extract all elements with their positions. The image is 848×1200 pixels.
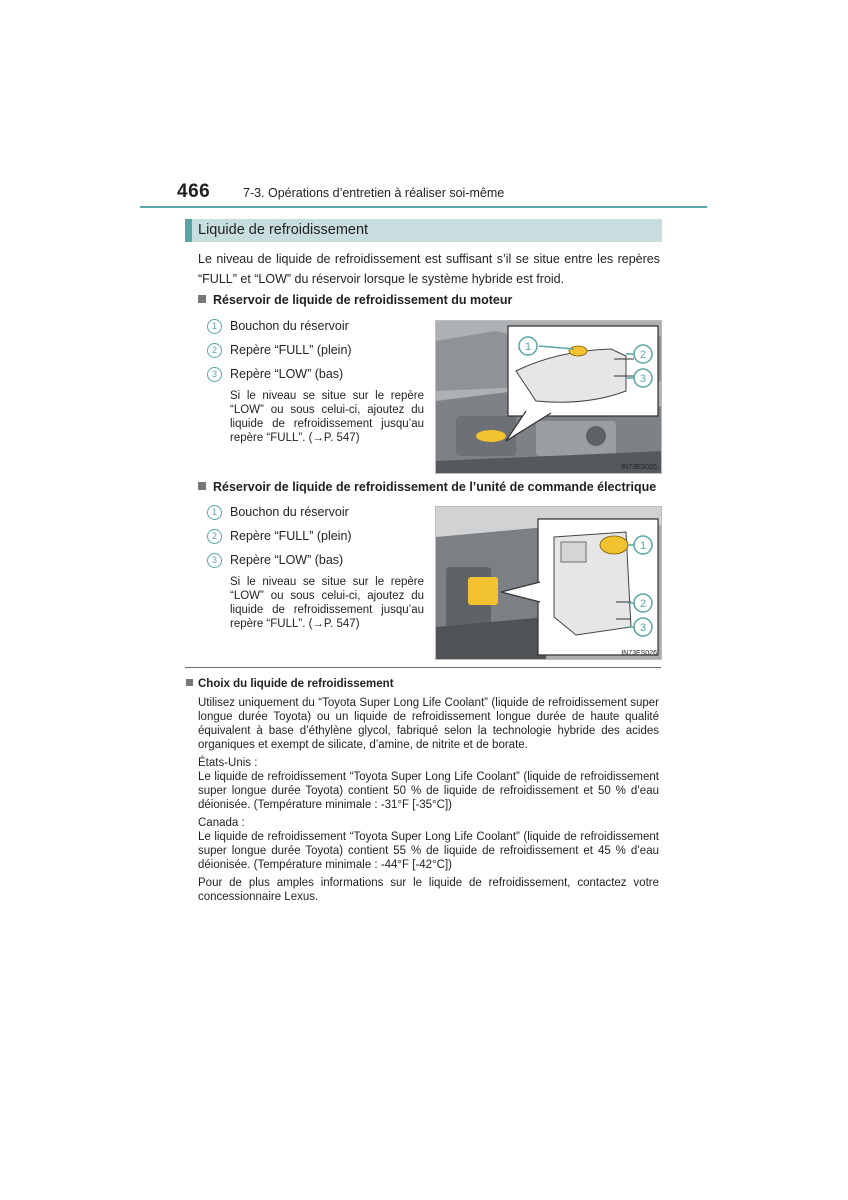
pcu-reservoir-items: [207, 504, 427, 576]
pcu-reservoir-heading: Réservoir de liquide de refroidissement de l’unité de commande électrique: [198, 480, 656, 494]
number-circle-icon: 1: [207, 505, 222, 520]
figure-code: IN73ES025: [621, 464, 657, 471]
list-item: 2 Repère “FULL” (plein): [207, 342, 427, 366]
callout-1: 1: [524, 341, 532, 353]
paragraph: Le liquide de refroidissement “Toyota Super Long Life Coolant” (liquide de refroidissement super longue durée Toyota) contient 50 % de liquide de refroidissement et 50 % d’eau déionisée. (Température minimale : -31°F [-35°C]): [198, 771, 659, 811]
callout-2: 2: [639, 349, 647, 361]
number-circle-icon: 1: [207, 319, 222, 334]
number-circle-icon: 3: [207, 553, 222, 568]
callout-2: 2: [639, 598, 647, 610]
list-item: 1 Bouchon du réservoir: [207, 504, 427, 528]
number-circle-icon: 2: [207, 343, 222, 358]
page-number: 466: [177, 181, 211, 202]
number-circle-icon: 2: [207, 529, 222, 544]
list-item: 1 Bouchon du réservoir: [207, 318, 427, 342]
pcu-bay-illustration: [436, 507, 662, 660]
pcu-reservoir-note: Si le niveau se situe sur le repère “LOW” ou sous celui-ci, ajoutez du liquide de refroidissement jusqu’au repère “FULL”. (→P. 547): [230, 576, 424, 630]
list-item: 2 Repère “FULL” (plein): [207, 528, 427, 552]
section-divider: [185, 667, 661, 668]
square-bullet-icon: [198, 482, 206, 490]
list-item: 3 Repère “LOW” (bas): [207, 552, 427, 576]
list-item: 3 Repère “LOW” (bas): [207, 366, 427, 390]
section-title: Liquide de refroidissement: [185, 219, 662, 242]
engine-reservoir-figure: [435, 320, 662, 474]
callout-3: 3: [639, 373, 647, 385]
callout-3: 3: [639, 622, 647, 634]
engine-reservoir-items: [207, 318, 427, 390]
paragraph: Utilisez uniquement du “Toyota Super Long Life Coolant” (liquide de refroidissement super longue durée Toyota) ou un liquide de refroidissement longue durée de haute qualité équivalent à base d’éthylène glycol, fabriqué selon la technologie hybride des acides organiques et exempt de silicate, d’amine, de nitrite et de borate.: [198, 697, 659, 751]
chapter-title: 7-3. Opérations d’entretien à réaliser soi-même: [243, 186, 505, 200]
paragraph: États-Unis :: [198, 757, 258, 769]
figure-code: IN73ES026: [621, 650, 657, 657]
paragraph: Le liquide de refroidissement “Toyota Super Long Life Coolant” (liquide de refroidissement super longue durée Toyota) contient 55 % de liquide de refroidissement et 45 % d’eau déionisée. (Température minimale : -44°F [-42°C]): [198, 831, 659, 871]
callout-1: 1: [639, 540, 647, 552]
engine-reservoir-heading: Réservoir de liquide de refroidissement du moteur: [198, 293, 512, 307]
paragraph: Canada :: [198, 817, 245, 829]
number-circle-icon: 3: [207, 367, 222, 382]
square-bullet-icon: [186, 679, 193, 686]
pcu-reservoir-figure: [435, 506, 662, 660]
coolant-choice-heading: Choix du liquide de refroidissement: [186, 678, 394, 690]
square-bullet-icon: [198, 295, 206, 303]
header-rule: [140, 206, 707, 208]
engine-reservoir-note: Si le niveau se situe sur le repère “LOW” ou sous celui-ci, ajoutez du liquide de refroidissement jusqu’au repère “FULL”. (→P. 547): [230, 390, 424, 444]
coolant-choice-body: [198, 696, 659, 908]
engine-bay-illustration: [436, 321, 662, 474]
paragraph: Pour de plus amples informations sur le liquide de refroidissement, contactez votre concessionnaire Lexus.: [198, 877, 659, 903]
section-intro: Le niveau de liquide de refroidissement est suffisant s’il se situe entre les repères “FULL” et “LOW” du réservoir lorsque le système hybride est froid.: [198, 252, 660, 286]
